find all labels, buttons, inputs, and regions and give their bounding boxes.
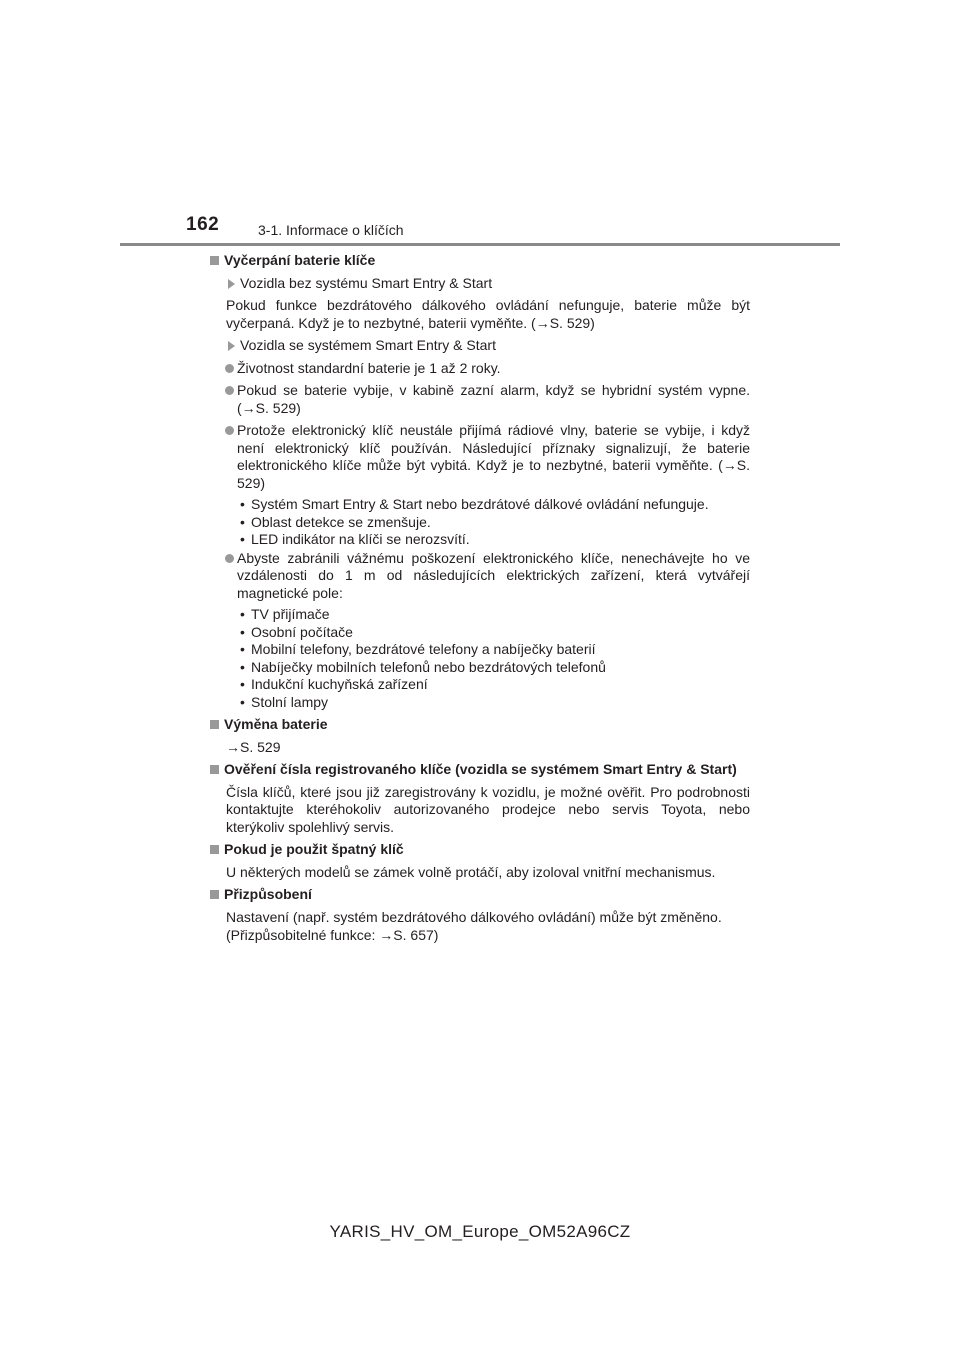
- page-number: 162: [186, 214, 220, 235]
- main-content: [210, 252, 750, 945]
- bullet-text: Životnost standardní baterie je 1 až 2 roky.: [237, 359, 501, 376]
- heading-text: Výměna baterie: [224, 716, 328, 732]
- bullet-alarm: [210, 382, 750, 417]
- square-marker-icon: [210, 765, 219, 774]
- bullet-text: Pokud se baterie vybije, v kabině zazní alarm, když se hybridní systém vypne. (→S. 529): [237, 382, 750, 416]
- circle-bullet-icon: [225, 364, 234, 373]
- triangle-marker-icon: [228, 279, 235, 289]
- triangle-marker-icon: [228, 341, 235, 351]
- bullet-text: Protože elektronický klíč neustále přijímá rádiové vlny, baterie se vybije, i když není elektronický klíč používán. Následující příznaky signalizují, že baterie elektronického klíče může být vybitá. Když je to nezbytné, baterii vyměňte. (→S. 529): [237, 422, 750, 491]
- paragraph: Pokud funkce bezdrátového dálkového ovládání nefunguje, baterie může být vyčerpaná. Když je to nezbytné, baterii vyměňte. (→S. 529): [226, 297, 750, 331]
- subheading-text: Vozidla se systémem Smart Entry & Start: [240, 337, 496, 353]
- subheading-with-smart-entry: [210, 337, 750, 355]
- circle-bullet-icon: [225, 426, 234, 435]
- heading-battery-depletion: [210, 252, 750, 270]
- list-item: • LED indikátor na klíči se nerozsvítí.: [237, 531, 750, 549]
- bullet-text: Abyste zabránili vážnému poškození elektronického klíče, nenechávejte ho ve vzdálenosti do 1 m od následujících elektrických zařízení, která vytvářejí magnetické pole:: [237, 549, 750, 601]
- paragraph: U některých modelů se zámek volně protáčí, aby izoloval vnitřní mechanismus.: [226, 863, 716, 880]
- bullet-battery-life: [210, 360, 750, 378]
- heading-customization: [210, 886, 750, 904]
- heading-battery-replacement: [210, 716, 750, 734]
- heading-text: Ověření čísla registrovaného klíče (vozidla se systémem Smart Entry & Start): [224, 761, 737, 777]
- list-item: • Indukční kuchyňská zařízení: [237, 676, 750, 694]
- bullet-magnetic-field: [210, 550, 750, 603]
- list-item: • Systém Smart Entry & Start nebo bezdrátové dálkové ovládání nefunguje.: [237, 496, 750, 514]
- list-item: • TV přijímače: [237, 606, 750, 624]
- list-item: • Stolní lampy: [237, 694, 750, 712]
- page-reference: (Přizpůsobitelné funkce: →S. 657): [226, 927, 439, 943]
- subheading-without-smart-entry: [210, 275, 750, 293]
- heading-text: Přizpůsobení: [224, 886, 312, 902]
- square-marker-icon: [210, 845, 219, 854]
- paragraph: Čísla klíčů, které jsou již zaregistrovány k vozidlu, je možné ověřit. Pro podrobnosti kontaktujte kteréhokoliv autorizovaného prodejce nebo servis Toyota, nebo kterýkoliv spolehlivý servis.: [226, 783, 750, 835]
- bullet-radio-waves: [210, 422, 750, 492]
- square-marker-icon: [210, 256, 219, 265]
- square-marker-icon: [210, 720, 219, 729]
- list-item: • Mobilní telefony, bezdrátové telefony a nabíječky baterií: [237, 641, 750, 659]
- circle-bullet-icon: [225, 554, 234, 563]
- subheading-text: Vozidla bez systému Smart Entry & Start: [240, 274, 493, 291]
- page-reference: →S. 529: [226, 738, 281, 755]
- heading-key-number-verification: [210, 761, 750, 779]
- list-item: • Oblast detekce se zmenšuje.: [237, 514, 750, 532]
- square-marker-icon: [210, 890, 219, 899]
- section-title: 3-1. Informace o klíčích: [258, 222, 404, 238]
- heading-text: Vyčerpání baterie klíče: [224, 252, 376, 268]
- device-list: [210, 606, 750, 711]
- document-id: YARIS_HV_OM_Europe_OM52A96CZ: [329, 1222, 631, 1241]
- heading-text: Pokud je použit špatný klíč: [224, 841, 404, 857]
- list-item: • Osobní počítače: [237, 624, 750, 642]
- circle-bullet-icon: [225, 386, 234, 395]
- paragraph: Nastavení (např. systém bezdrátového dálkového ovládání) může být změněno.: [226, 908, 722, 925]
- header-rule: [120, 243, 840, 246]
- heading-wrong-key: [210, 841, 750, 859]
- symptom-list: [210, 496, 750, 549]
- list-item: • Nabíječky mobilních telefonů nebo bezdrátových telefonů: [237, 659, 750, 677]
